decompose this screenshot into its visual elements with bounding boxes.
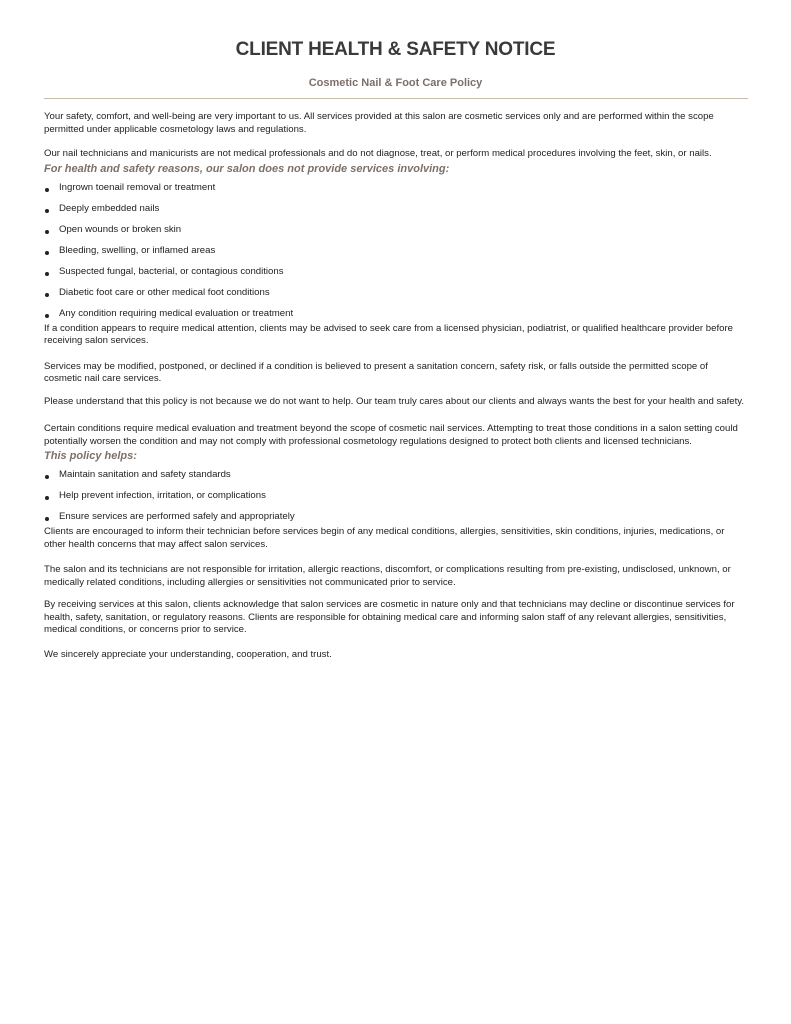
list-item: Bleeding, swelling, or inflamed areas xyxy=(44,245,748,266)
bullet-icon xyxy=(45,475,49,479)
bullet-icon xyxy=(45,209,49,213)
exclusions-list xyxy=(44,182,748,323)
list-item: Ingrown toenail removal or treatment xyxy=(44,182,748,203)
intro-paragraph-1: Your safety, comfort, and well-being are very important to us. All services provided at this salon are cosmetic services only and are performed within the scope permitted under applicable cosmetology laws and regulations. xyxy=(44,111,714,135)
bullet-icon xyxy=(45,293,49,297)
list-item: Open wounds or broken skin xyxy=(44,224,748,245)
list-item: Ensure services are performed safely and appropriately xyxy=(44,511,748,526)
helps-list xyxy=(44,469,748,526)
thank-you-paragraph: We sincerely appreciate your understanding, cooperation, and trust. xyxy=(44,648,332,660)
bullet-icon xyxy=(45,230,49,234)
list-item: Maintain sanitation and safety standards xyxy=(44,469,748,490)
bullet-icon xyxy=(45,251,49,255)
page-title: CLIENT HEALTH & SAFETY NOTICE xyxy=(235,39,556,60)
bullet-icon xyxy=(45,496,49,500)
bullet-icon xyxy=(45,272,49,276)
care-paragraph: Please understand that this policy is not because we do not want to help. Our team truly cares about our clients and always wants the best for your health and safety. xyxy=(44,395,745,407)
bullet-icon xyxy=(45,188,49,192)
modification-paragraph: Services may be modified, postponed, or declined if a condition is believed to present a sanitation concern, safety risk, or falls outside the permitted scope of cosmetic nail care services. xyxy=(44,360,708,384)
helps-heading: This policy helps: xyxy=(44,450,137,462)
list-item: Any condition requiring medical evaluation or treatment xyxy=(44,308,748,323)
liability-paragraph: The salon and its technicians are not responsible for irritation, allergic reactions, discomfort, or complications resulting from pre-existing, undisclosed, unknown, or medically related conditions, including allergies or sensitivities not communicated prior to service. xyxy=(44,564,731,588)
medical-attention-paragraph: If a condition appears to require medical attention, clients may be advised to seek care from a licensed physician, podiatrist, or qualified healthcare provider before receiving salon services. xyxy=(44,322,733,346)
header-divider xyxy=(44,98,748,99)
list-item: Diabetic foot care or other medical foot conditions xyxy=(44,287,748,308)
bullet-icon xyxy=(45,517,49,521)
bullet-icon xyxy=(45,314,49,318)
page-subtitle: Cosmetic Nail & Foot Care Policy xyxy=(308,77,483,89)
list-item: Help prevent infection, irritation, or complications xyxy=(44,490,748,511)
notice-body xyxy=(44,111,748,661)
list-item: Suspected fungal, bacterial, or contagious conditions xyxy=(44,266,748,287)
disclosure-paragraph: Clients are encouraged to inform their technician before services begin of any medical conditions, allergies, sensitivities, skin conditions, injuries, medications, or other health concerns that may affect salon services. xyxy=(44,526,725,550)
exclusions-heading: For health and safety reasons, our salon does not provide services involving: xyxy=(44,162,450,175)
acknowledgement-paragraph: By receiving services at this salon, clients acknowledge that salon services are cosmetic in nature only and that technicians may decline or discontinue services for health, safety, sanitation, or regulatory reasons. Clients are responsible for obtaining medical care and informing salon staff of any relevant allergies, sensitivities, medical conditions, or concerns prior to service. xyxy=(44,599,735,635)
scope-paragraph: Certain conditions require medical evaluation and treatment beyond the scope of cosmetic nail services. Attempting to treat those conditions in a salon setting could potentially worsen the condition and may not comply with professional cosmetology regulations designed to protect both clients and licensed technicians. xyxy=(44,423,738,447)
intro-paragraph-2: Our nail technicians and manicurists are not medical professionals and do not diagnose, treat, or perform medical procedures involving the feet, skin, or nails. xyxy=(44,148,712,159)
list-item: Deeply embedded nails xyxy=(44,203,748,224)
